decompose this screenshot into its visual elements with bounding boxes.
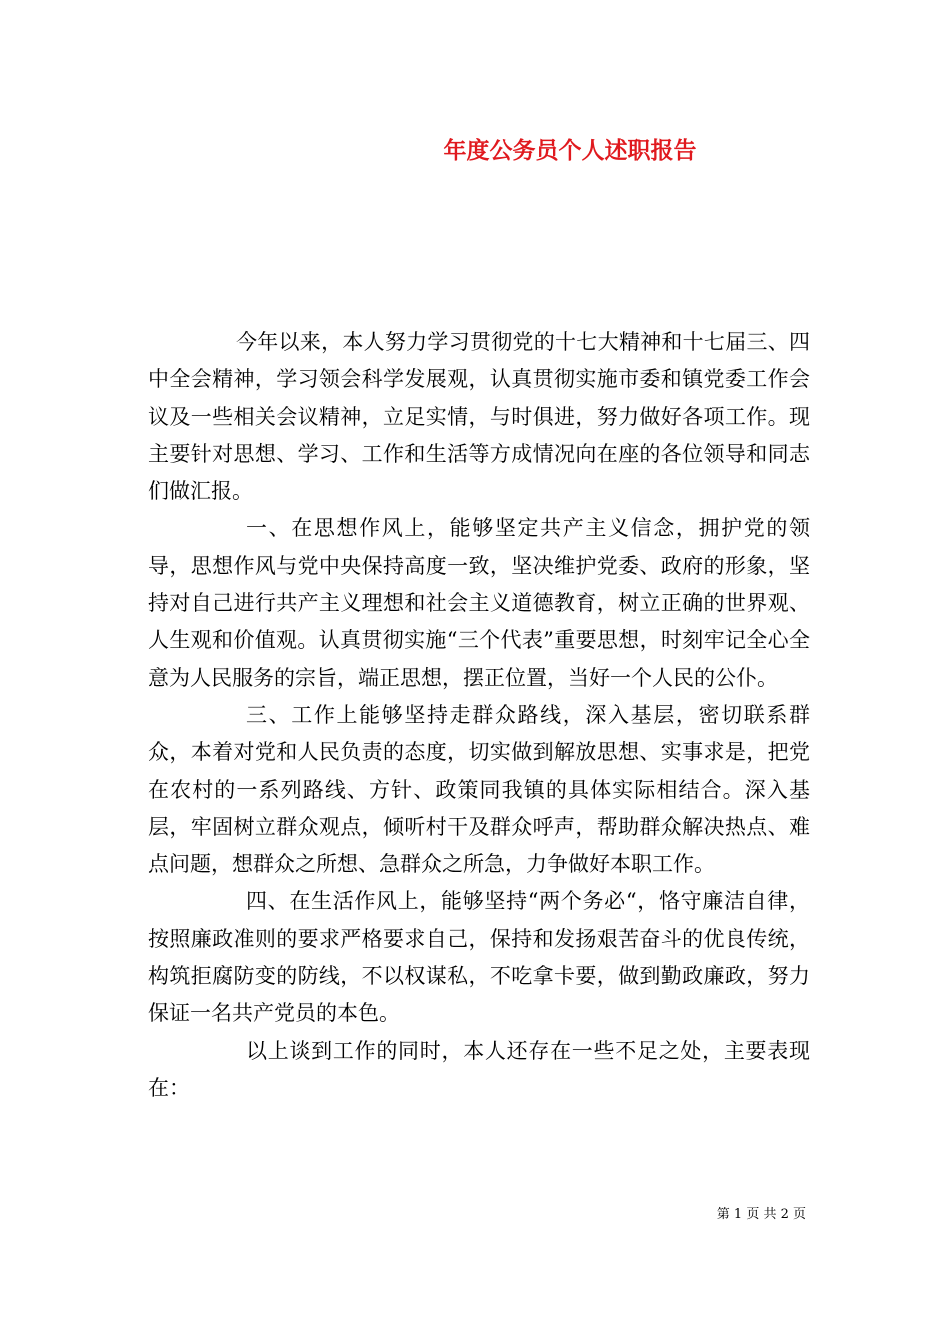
page-number: 第 1 页 共 2 页 (716, 1207, 806, 1222)
paragraph-work: 三、工作上能够坚持走群众路线，深入基层，密切联系群众，本着对党和人民负责的态度，切实做到解放思想、实事求是，把党在农村的一系列路线、方针、政策同我镇的具体实际相结合。深入基层，牢固树立群众观点，倾听村干及群众呼声，帮助群众解决热点、难点问题，想群众之所想、急群众之所急，力争做好本职工作。 (148, 702, 810, 877)
document-body (148, 324, 810, 1107)
paragraph-shortcomings: 以上谈到工作的同时，本人还存在一些不足之处，主要表现在： (148, 1038, 810, 1100)
paragraph-intro: 今年以来，本人努力学习贯彻党的十七大精神和十七届三、四中全会精神，学习领会科学发展观，认真贯彻实施市委和镇党委工作会议及一些相关会议精神，立足实情，与时俱进，努力做好各项工作。现主要针对思想、学习、工作和生活等方成情况向在座的各位领导和同志们做汇报。 (148, 330, 810, 504)
document-title: 年度公务员个人述职报告 (443, 137, 697, 164)
paragraph-life: 四、在生活作风上，能够坚持“两个务必“，恪守廉洁自律，按照廉政准则的要求严格要求自己，保持和发扬艰苦奋斗的优良传统，构筑拒腐防变的防线，不以权谋私，不吃拿卡要，做到勤政廉政，努力保证一名共产党员的本色。 (148, 889, 810, 1026)
paragraph-ideology: 一、在思想作风上，能够坚定共产主义信念，拥护党的领导，思想作风与党中央保持高度一致，坚决维护党委、政府的形象，坚持对自己进行共产主义理想和社会主义道德教育，树立正确的世界观、人生观和价值观。认真贯彻实施“三个代表”重要思想，时刻牢记全心全意为人民服务的宗旨，端正思想，摆正位置，当好一个人民的公仆。 (148, 516, 810, 690)
